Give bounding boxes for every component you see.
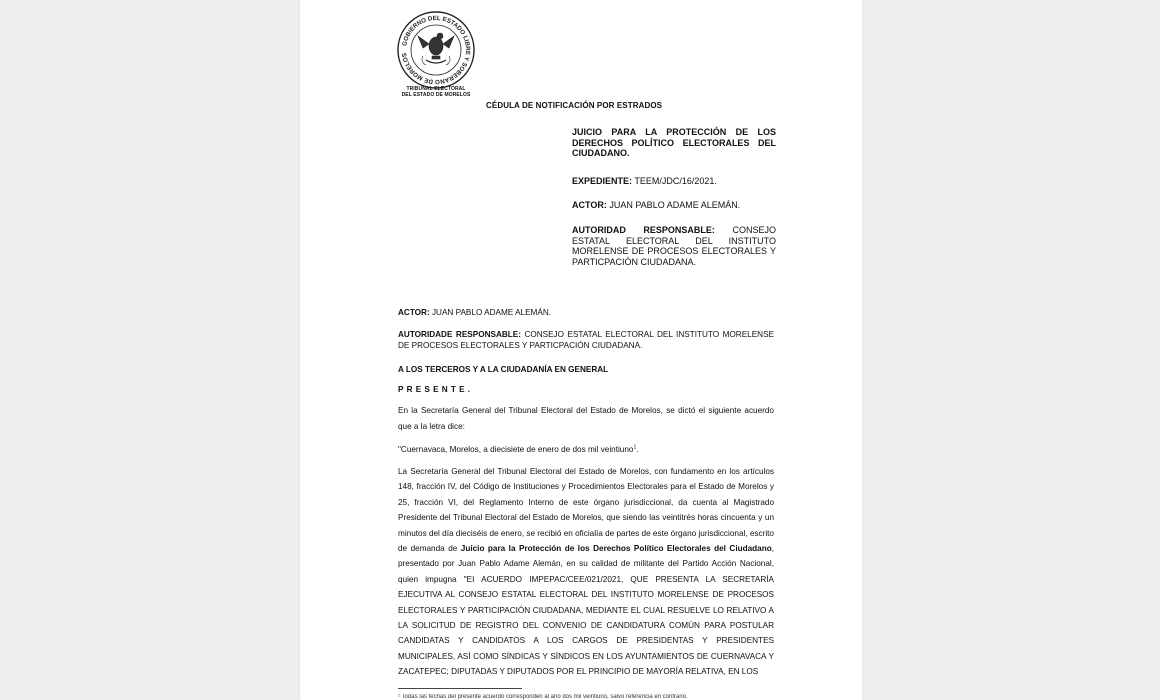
body-authority-value: CONSEJO ESTATAL ELECTORAL DEL INSTITUTO MORELENSE DE PROCESOS ELECTORALES Y PARTICPACIÓN CIUDADANA. <box>398 330 774 350</box>
body-authority <box>398 329 774 351</box>
header-authority-label: AUTORIDAD RESPONSABLE: <box>572 225 715 235</box>
date-text: "Cuernavaca, Morelos, a diecisiete de enero de dos mil veintiuno <box>398 445 634 454</box>
seal-caption <box>390 86 482 98</box>
footnote-divider <box>398 688 522 689</box>
main-text-part2: , presentado por Juan Pablo Adame Alemán, en su calidad de militante del Partido Acción Nacional, quien impugna "EI ACUERDO IMPEPAC/CEE/021/2021, QUE PRESENTA LA SECRETARÍA EJECUTIVA AL CONSEJO ESTATAL ELECTORAL DEL INSTITUTO MORELENSE DE PROCESOS ELECTORALES Y PARTICIPACIÓN CIUDADANA, MEDIANTE EL CUAL RESUELVE LO RELATIVO A LA SOLICITUD DE REGISTRO DEL CONVENIO DE CANDIDATURA COMÚN PARA POSTULAR CANDIDATAS Y CANDIDATOS A LOS CARGOS DE PRESIDENTAS Y PRESIDENTES MUNICIPALES, ASÍ COMO SÍNDICAS Y SÍNDICOS EN LOS AYUNTAMIENTOS DE CUERNAVACA Y ZACATEPEC; DIPUTADAS Y DIPUTADOS POR EL PRINCIPIO DE MAYORÍA RELATIVA, EN LOS <box>398 544 774 677</box>
body-actor-label: ACTOR: <box>398 308 430 317</box>
document-page <box>300 0 862 700</box>
seal-caption-line1: TRIBUNAL ELECTORAL <box>406 86 466 92</box>
footnote-ref: 1 <box>633 444 637 451</box>
presente-heading: PRESENTE. <box>398 385 474 394</box>
header-actor <box>572 200 776 211</box>
main-text-bold: Juicio para la Protección de los Derechos Político Electorales del Ciudadano <box>460 544 772 554</box>
body-actor-value: JUAN PABLO ADAME ALEMÁN. <box>429 308 552 317</box>
seal-caption-line2: DEL ESTADO DE MORELOS <box>401 92 471 98</box>
intro-paragraph: En la Secretaría General del Tribunal Electoral del Estado de Morelos, se dictó el siguiente acuerdo que a la letra dice: <box>398 406 774 431</box>
body-actor <box>398 307 774 318</box>
footnote: ¹ Todas las fechas del presente acuerdo corresponden al año dos mil veintiuno, salvo referencia en contrario. <box>398 694 688 700</box>
header-actor-value: JUAN PABLO ADAME ALEMÁN. <box>606 200 741 210</box>
coat-of-arms-seal <box>396 10 476 90</box>
body-authority-label: AUTORIDADE RESPONSABLE: <box>398 330 521 339</box>
svg-text:GOBIERNO DEL ESTADO LIBRE Y SO: GOBIERNO DEL ESTADO LIBRE Y SOBERANO DE MORELOS <box>401 14 472 86</box>
case-number-value: TEEM/JDC/16/2021. <box>632 176 717 186</box>
case-number-label: EXPEDIENTE: <box>572 176 633 186</box>
header-authority-value: CONSEJO ESTATAL ELECTORAL DEL INSTITUTO MORELENSE DE PROCESOS ELECTORALES Y PARTICPACIÓN CIUDADANA. <box>572 225 776 267</box>
header-actor-label: ACTOR: <box>572 200 607 210</box>
case-type: JUICIO PARA LA PROTECCIÓN DE LOS DERECHOS POLÍTICO ELECTORALES DEL CIUDADANO. <box>572 127 776 158</box>
main-paragraph <box>398 464 774 680</box>
header-authority <box>572 225 776 267</box>
addressee-heading: A LOS TERCEROS Y A LA CIUDADANÍA EN GENERAL <box>398 365 609 374</box>
date-end: . <box>636 445 639 454</box>
main-text-part1: La Secretaría General del Tribunal Electoral del Estado de Morelos, con fundamento en los artículos 148, fracción IV, del Código de Instituciones y Procedimientos Electorales para el Estado de Morelos y 25, fracción VI, del Reglamento Interno de este órgano jurisdiccional, da cuenta al Magistrado Presidente del Tribunal Electoral del Estado de Morelos, que siendo las veintitrés horas cincuenta y un minutos del día dieciséis de enero, se recibió en oficialía de partes de este órgano jurisdiccional, escrito de demanda de <box>398 467 774 554</box>
document-title: CÉDULA DE NOTIFICACIÓN POR ESTRADOS <box>486 101 663 110</box>
date-line <box>398 444 774 455</box>
case-number <box>572 176 776 187</box>
